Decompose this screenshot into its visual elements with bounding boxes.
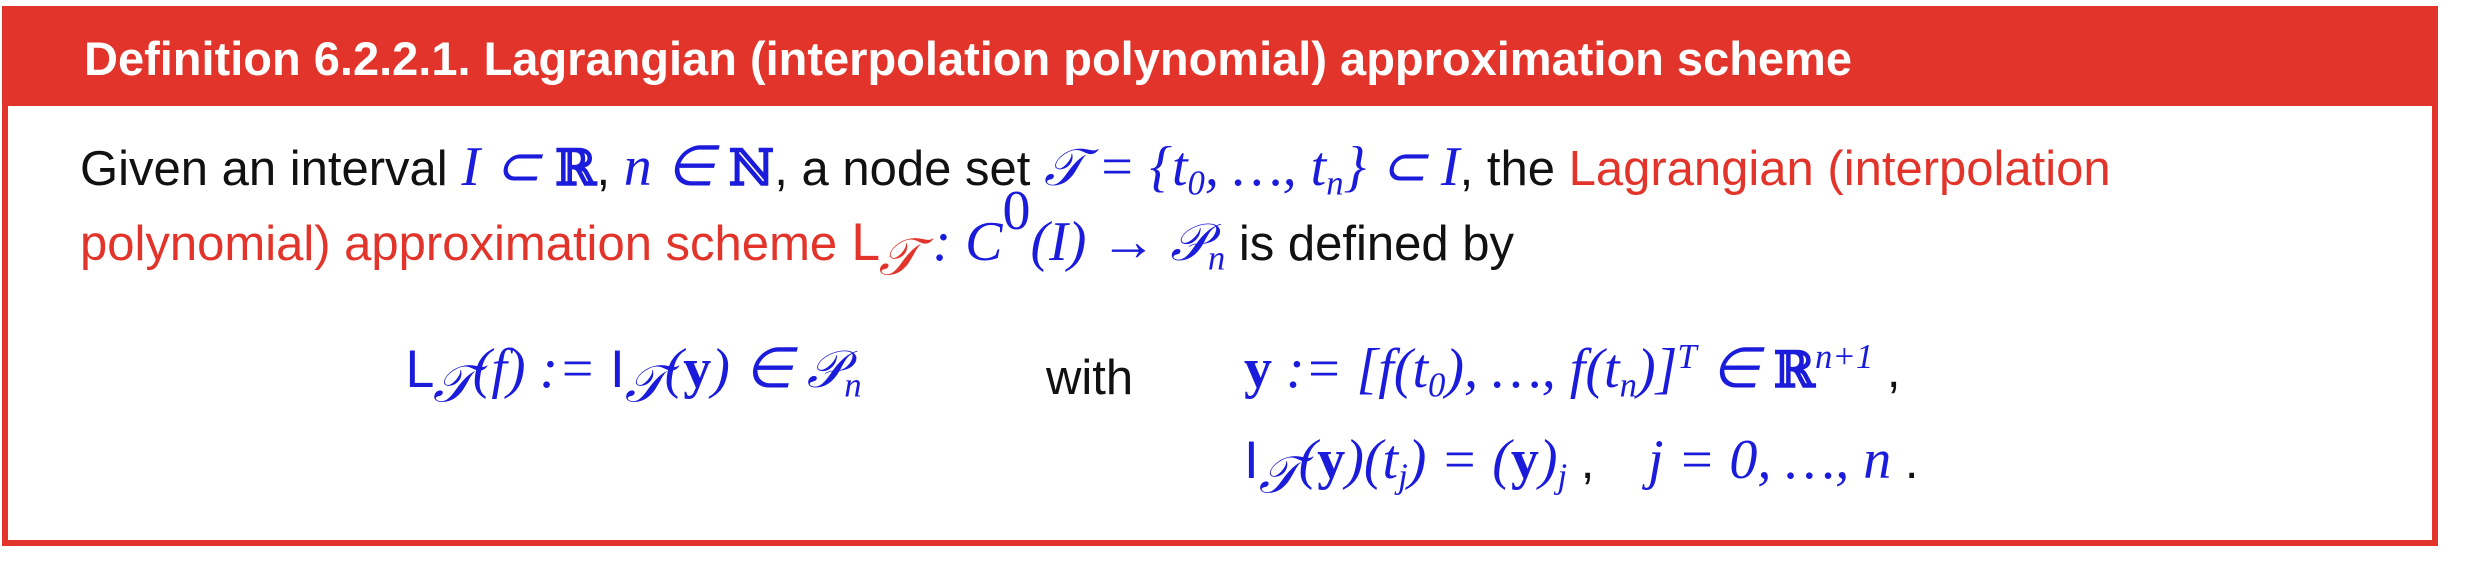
definition-title: Definition 6.2.2.1. Lagrangian (interpolation polynomial) approximation scheme xyxy=(84,32,1852,85)
formula-y-definition: y := [$f(t_0)$, …, $f(t_n)]^T$ ∈ ℝ$^{n+1}$ , xyxy=(1244,336,1901,405)
mapping-expression: $L_𝒯$ : $C^0(I)$ → 𝒫$_n$ xyxy=(850,180,1226,288)
definition-header xyxy=(8,12,2432,106)
formula-interpolation-condition: $I_𝒯(y)(t_j) = (y)_j$ , j = 0, …, n . xyxy=(1244,429,1919,506)
definition-text-line-2: polynomial) approximation scheme $L_𝒯$ : $C^0(I)$ → 𝒫$_n$ is defined by xyxy=(80,180,1515,288)
formula-lhs: $L_𝒯(f)$ := $I_𝒯(y)$ ∈ 𝒫$_n$ xyxy=(405,338,862,415)
n-expression: n ∈ ℕ xyxy=(623,136,775,198)
formula-with: with xyxy=(1046,351,1134,405)
definition-text-line-1: Given an interval I ⊂ ℝ, n ∈ ℕ, a node set 𝒯 = {$t_0$, …, $t_n$} ⊂ I, the Lagrangian (interpolation xyxy=(80,136,2111,203)
node-set-expression: 𝒯 = {$t_0$, …, $t_n$} ⊂ I xyxy=(1043,136,1460,203)
term-part-2: polynomial) approximation scheme xyxy=(80,217,838,271)
interval-expression: I ⊂ ℝ xyxy=(461,136,597,198)
term-part-1: Lagrangian (interpolation xyxy=(1568,142,2111,196)
